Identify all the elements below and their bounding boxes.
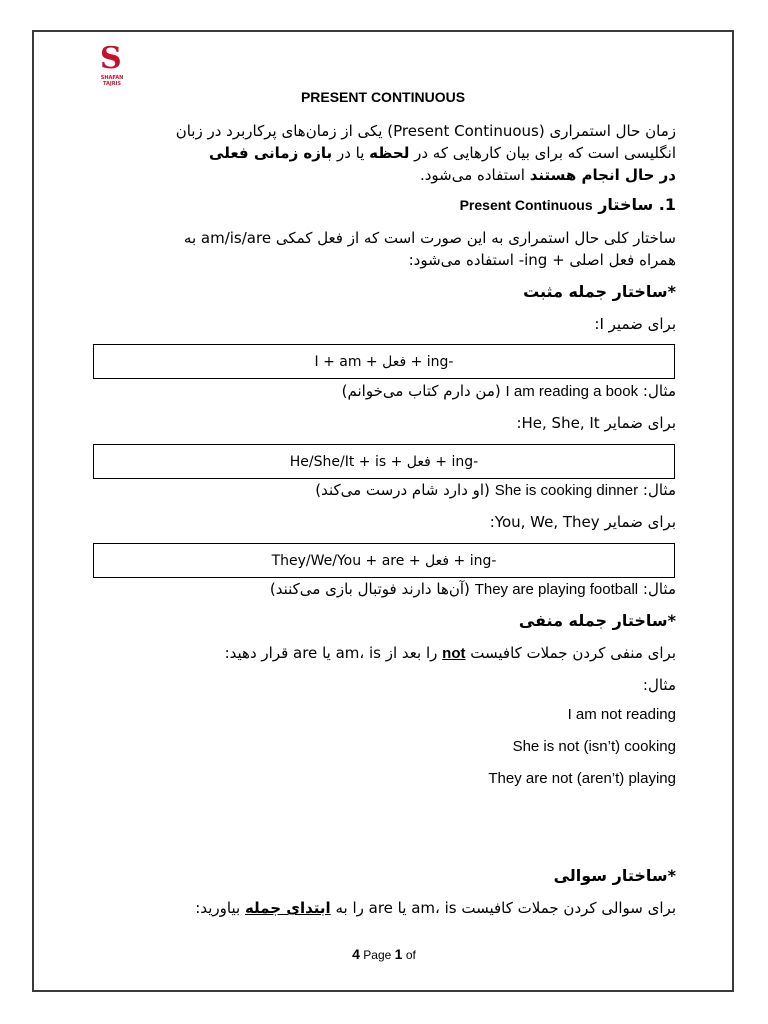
page-current: 4 <box>352 946 360 962</box>
negative-description: برای منفی کردن جملات کافیست not را بعد از am، is یا are قرار دهید: <box>224 644 676 662</box>
company-logo <box>92 41 132 87</box>
intro-line-3: در حال انجام هستند استفاده می‌شود. <box>419 166 676 184</box>
negative-heading: *ساختار جمله منفی <box>518 611 676 630</box>
positive-heading: *ساختار جمله مثبت <box>523 282 676 301</box>
intro-paragraph <box>90 120 676 186</box>
positive-for-i: برای ضمیر I: <box>594 315 676 333</box>
negative-example-label: مثال: <box>642 676 676 694</box>
page-word: Page <box>363 948 392 962</box>
negative-example-2: She is not (isn’t) cooking <box>512 738 676 755</box>
formula-box-he: He/She/It + is + فعل + ing- <box>93 444 675 479</box>
section-1-desc-line-2: همراه فعل اصلی + ing- استفاده می‌شود: <box>408 251 676 269</box>
formula-box-i: I + am + فعل + ing- <box>93 344 675 379</box>
section-1-description <box>90 227 676 271</box>
logo-letter: S <box>100 41 122 76</box>
question-heading: *ساختار سوالی <box>553 866 676 885</box>
positive-for-he: برای ضمایر He, She, It: <box>516 414 676 432</box>
negative-example-1: I am not reading <box>567 706 676 723</box>
section-1-desc-line-1: ساختار کلی حال استمراری به این صورت است که از فعل کمکی am/is/are به <box>183 229 676 247</box>
example-you: مثال: They are playing football (آن‌ها دارند فوتبال بازی می‌کنند) <box>269 580 676 598</box>
section-1-heading: 1. ساختار Present Continuous <box>459 195 676 214</box>
page-number-footer <box>0 946 768 962</box>
question-description: برای سوالی کردن جملات کافیست am، is یا are را به ابتدای جمله بیاورید: <box>195 899 676 917</box>
intro-line-2: انگلیسی است که برای بیان کارهایی که در لحظه یا در بازه زمانی فعلی <box>209 144 676 162</box>
example-i: مثال: I am reading a book (من دارم کتاب می‌خوانم) <box>341 382 676 400</box>
positive-for-you: برای ضمایر You, We, They: <box>489 513 676 531</box>
intro-line-1: زمان حال استمراری (Present Continuous) یکی از زمان‌های پرکاربرد در زبان <box>175 122 676 140</box>
page-title: PRESENT CONTINUOUS <box>300 89 466 105</box>
logo-text: SHAFAN TAJRIS <box>100 75 124 87</box>
example-he: مثال: She is cooking dinner (او دارد شام درست می‌کند) <box>315 481 676 499</box>
page-total: 1 <box>394 946 403 962</box>
formula-box-you: They/We/You + are + فعل + ing- <box>93 543 675 578</box>
negative-example-3: They are not (aren’t) playing <box>488 770 676 787</box>
of-word: of <box>405 948 416 962</box>
